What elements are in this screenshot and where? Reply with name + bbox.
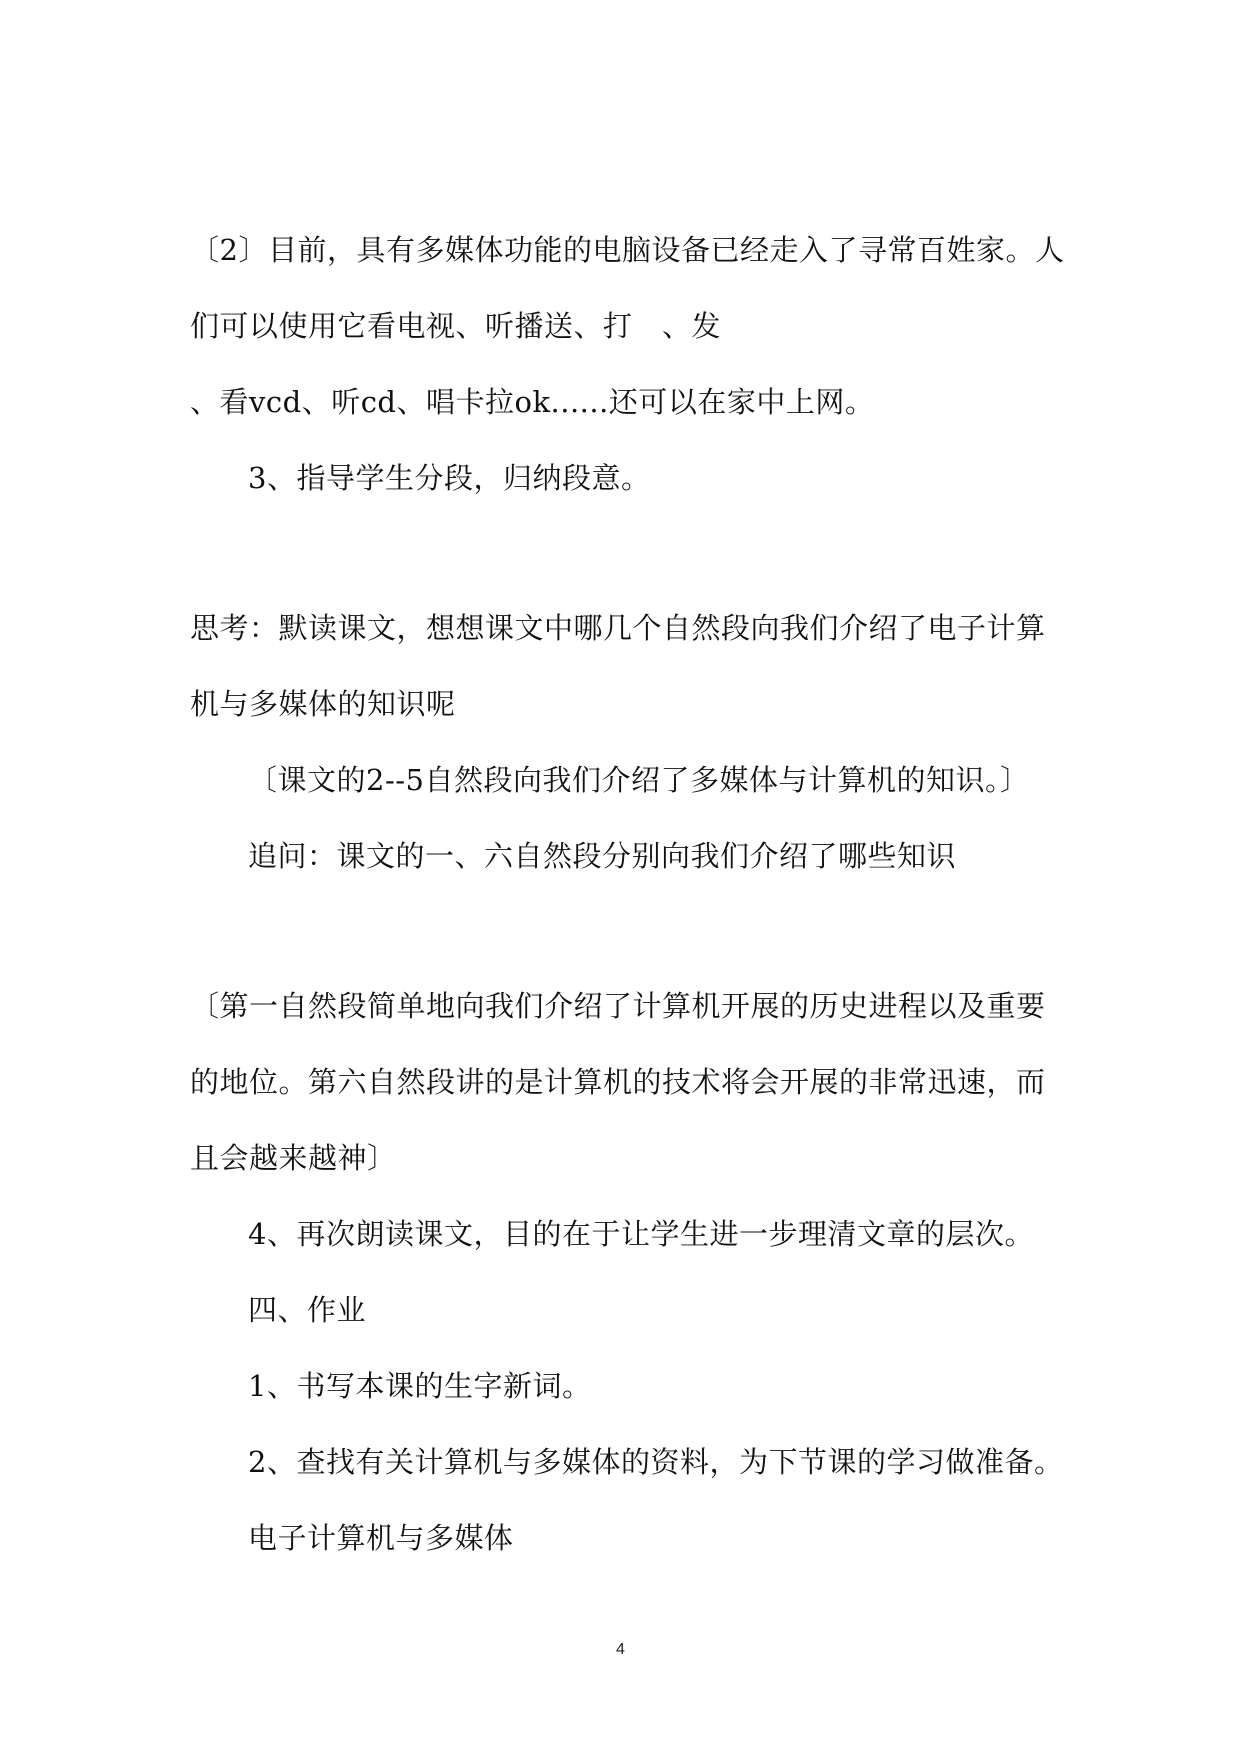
paragraph-line: 且会越来越神〕 (190, 1141, 397, 1175)
paragraph-line: 机与多媒体的知识呢 (190, 687, 456, 721)
paragraph-line: 〔课文的2--5自然段向我们介绍了多媒体与计算机的知识。〕 (248, 763, 1030, 797)
paragraph-line: 思考：默读课文，想想课文中哪几个自然段向我们介绍了电子计算 (190, 611, 1046, 645)
page-number: 4 (616, 1641, 625, 1658)
paragraph-line: 〔2〕目前，具有多媒体功能的电脑设备已经走入了寻常百姓家。人 (190, 233, 1065, 267)
paragraph-line: 、看vcd、听cd、唱卡拉ok......还可以在家中上网。 (190, 385, 875, 419)
section-heading: 四、作业 (248, 1293, 367, 1327)
paragraph-line: 〔第一自然段简单地向我们介绍了计算机开展的历史进程以及重要 (190, 989, 1046, 1023)
paragraph-line: 们可以使用它看电视、听播送、打 、发 (190, 309, 722, 343)
paragraph-line: 4、再次朗读课文，目的在于让学生进一步理清文章的层次。 (248, 1217, 1034, 1251)
paragraph-line: 电子计算机与多媒体 (248, 1521, 514, 1555)
paragraph-line: 1、书写本课的生字新词。 (248, 1369, 592, 1403)
paragraph-line: 2、查找有关计算机与多媒体的资料，为下节课的学习做准备。 (248, 1445, 1064, 1479)
paragraph-line: 的地位。第六自然段讲的是计算机的技术将会开展的非常迅速，而 (190, 1065, 1046, 1099)
paragraph-line: 3、指导学生分段，归纳段意。 (248, 461, 651, 495)
paragraph-line: 追问：课文的一、六自然段分别向我们介绍了哪些知识 (248, 839, 957, 873)
